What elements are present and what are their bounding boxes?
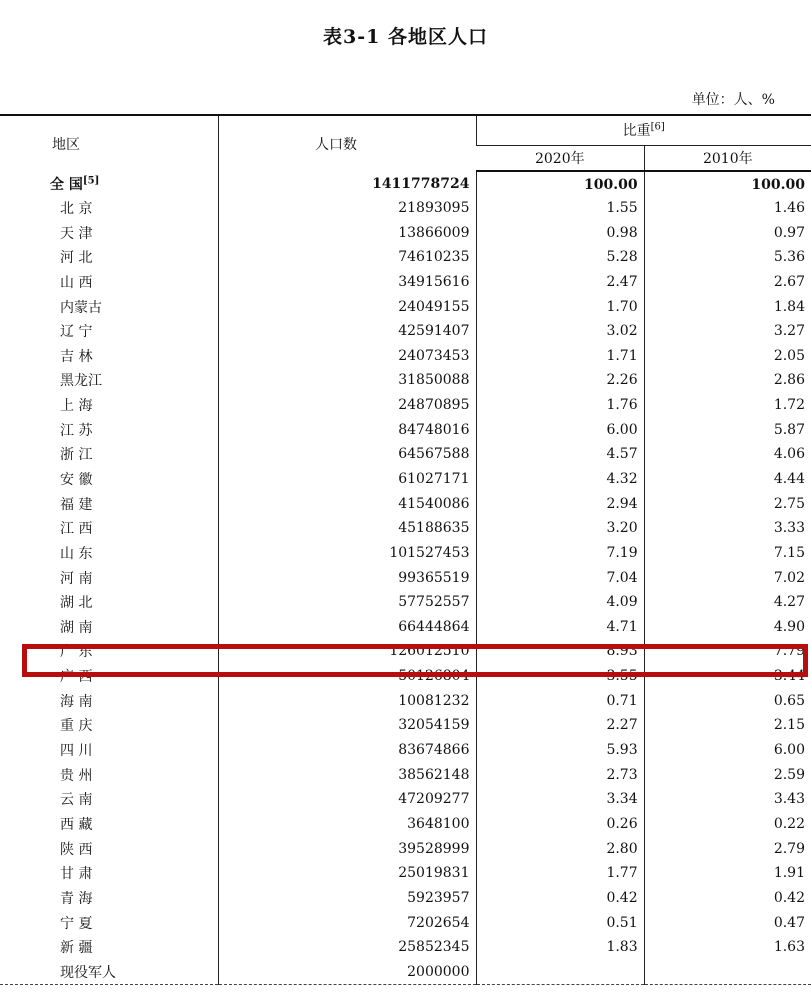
ratio-2020-cell: 1.71 (476, 343, 644, 368)
table-body (0, 171, 811, 984)
ratio-2010-cell: 1.46 (644, 196, 811, 221)
region-cell: 河 南 (60, 570, 93, 587)
header-ratio-note: [6] (650, 121, 665, 133)
ratio-2020-cell: 2.26 (476, 368, 644, 393)
ratio-2010-cell: 2.59 (644, 762, 811, 787)
table-row (0, 270, 811, 295)
table-row (0, 639, 811, 664)
ratio-2020-cell: 5.93 (476, 738, 644, 763)
table-row (0, 491, 811, 516)
ratio-2020-cell: 4.09 (476, 590, 644, 615)
ratio-2020-cell: 7.04 (476, 565, 644, 590)
region-cell: 山 西 (60, 274, 93, 291)
ratio-2010-cell: 3.33 (644, 516, 811, 541)
population-cell: 24870895 (218, 393, 476, 418)
region-cell: 江 苏 (60, 422, 93, 439)
ratio-2010-cell: 0.97 (644, 220, 811, 245)
ratio-2010-cell: 1.91 (644, 861, 811, 886)
ratio-2020-cell: 2.94 (476, 491, 644, 516)
population-cell: 61027171 (218, 467, 476, 492)
ratio-2020-cell: 4.71 (476, 615, 644, 640)
ratio-2010-cell: 2.79 (644, 836, 811, 861)
population-cell: 99365519 (218, 565, 476, 590)
ratio-2010-cell: 0.65 (644, 688, 811, 713)
ratio-2010-cell: 7.79 (644, 639, 811, 664)
population-cell: 31850088 (218, 368, 476, 393)
table-row (0, 910, 811, 935)
ratio-2010-cell: 1.72 (644, 393, 811, 418)
table-row (0, 442, 811, 467)
region-cell: 安 徽 (60, 472, 93, 488)
region-cell: 现役军人 (0, 960, 218, 985)
table-row (0, 762, 811, 787)
ratio-2010-cell: 6.00 (644, 738, 811, 763)
table-row (0, 343, 811, 368)
ratio-2020-cell: 0.71 (476, 688, 644, 713)
table-row (0, 812, 811, 837)
ratio-2020-cell: 2.47 (476, 270, 644, 295)
table-row (0, 220, 811, 245)
table-row (0, 516, 811, 541)
ratio-2010-cell: 100.00 (644, 171, 811, 196)
region-cell: 宁 夏 (60, 915, 93, 932)
population-cell: 10081232 (218, 688, 476, 713)
header-region: 地区 (0, 115, 218, 171)
region-cell: 青 海 (60, 890, 93, 907)
region-cell: 新 疆 (60, 940, 93, 957)
ratio-2010-cell: 3.43 (644, 787, 811, 812)
population-cell: 45188635 (218, 516, 476, 541)
region-cell: 广 西 (60, 669, 93, 686)
ratio-2020-cell: 1.77 (476, 861, 644, 886)
region-cell: 贵 州 (60, 767, 93, 784)
ratio-2020-cell (476, 960, 644, 985)
ratio-2010-cell: 2.67 (644, 270, 811, 295)
table-row (0, 467, 811, 492)
ratio-2020-cell: 1.83 (476, 935, 644, 960)
table-row (0, 245, 811, 270)
ratio-2020-cell: 3.34 (476, 787, 644, 812)
population-cell: 1411778724 (218, 171, 476, 196)
region-cell: 西 藏 (60, 816, 93, 833)
ratio-2020-cell: 1.55 (476, 196, 644, 221)
ratio-2010-cell: 3.27 (644, 319, 811, 344)
population-cell: 41540086 (218, 491, 476, 516)
table-row (0, 319, 811, 344)
ratio-2010-cell: 1.63 (644, 935, 811, 960)
table-row (0, 393, 811, 418)
population-cell: 24073453 (218, 343, 476, 368)
region-cell: 吉 林 (60, 348, 93, 365)
ratio-2020-cell: 6.00 (476, 417, 644, 442)
population-cell: 42591407 (218, 319, 476, 344)
ratio-2010-cell: 1.84 (644, 294, 811, 319)
ratio-2020-cell: 8.93 (476, 639, 644, 664)
ratio-2020-cell: 0.26 (476, 812, 644, 837)
unit-label: 单位：人、% (691, 92, 775, 108)
population-cell: 25852345 (218, 935, 476, 960)
region-cell: 陕 西 (60, 841, 93, 858)
population-cell: 101527453 (218, 541, 476, 566)
population-cell: 21893095 (218, 196, 476, 221)
population-table (0, 114, 811, 985)
ratio-2010-cell: 3.44 (644, 664, 811, 689)
header-population: 人口数 (218, 115, 476, 171)
region-cell: 浙 江 (60, 447, 93, 464)
table-row (0, 664, 811, 689)
ratio-2010-cell (644, 960, 811, 985)
ratio-2010-cell: 4.44 (644, 467, 811, 492)
table-row (0, 196, 811, 221)
ratio-2020-cell: 3.20 (476, 516, 644, 541)
ratio-2010-cell: 4.06 (644, 442, 811, 467)
population-cell: 38562148 (218, 762, 476, 787)
region-cell: 山 东 (60, 545, 93, 562)
population-cell: 47209277 (218, 787, 476, 812)
total-note: [5] (82, 175, 100, 187)
table-row (0, 541, 811, 566)
population-cell: 5923957 (218, 886, 476, 911)
region-cell: 海 南 (60, 693, 93, 710)
ratio-2020-cell: 3.55 (476, 664, 644, 689)
region-cell: 湖 北 (60, 595, 93, 612)
population-cell: 84748016 (218, 417, 476, 442)
population-cell: 13866009 (218, 220, 476, 245)
header-2020: 2020年 (476, 145, 644, 171)
region-cell: 上 海 (60, 398, 93, 415)
population-cell: 7202654 (218, 910, 476, 935)
ratio-2020-cell: 3.02 (476, 319, 644, 344)
population-cell: 2000000 (218, 960, 476, 985)
table-row (0, 861, 811, 886)
table-row (0, 787, 811, 812)
ratio-2020-cell: 2.80 (476, 836, 644, 861)
region-cell: 天 津 (60, 225, 93, 242)
region-cell: 甘 肃 (60, 866, 93, 883)
ratio-2020-cell: 4.32 (476, 467, 644, 492)
ratio-2020-cell: 0.42 (476, 886, 644, 911)
ratio-2010-cell: 0.47 (644, 910, 811, 935)
ratio-2010-cell: 7.02 (644, 565, 811, 590)
table-row (0, 294, 811, 319)
population-cell: 50126804 (218, 664, 476, 689)
population-cell: 32054159 (218, 713, 476, 738)
header-ratio-label: 比重 (622, 123, 651, 140)
table-row (0, 960, 811, 985)
table-row (0, 615, 811, 640)
population-cell: 39528999 (218, 836, 476, 861)
region-cell (0, 171, 218, 196)
region-cell: 内蒙古 (60, 299, 102, 316)
ratio-2010-cell: 2.86 (644, 368, 811, 393)
table-row (0, 590, 811, 615)
ratio-2010-cell: 2.05 (644, 343, 811, 368)
table-row-total (0, 171, 811, 196)
ratio-2020-cell: 2.73 (476, 762, 644, 787)
population-cell: 25019831 (218, 861, 476, 886)
ratio-2020-cell: 0.51 (476, 910, 644, 935)
region-cell: 河 北 (60, 250, 93, 267)
region-cell: 江 西 (60, 521, 93, 538)
table-row (0, 565, 811, 590)
region-cell: 福 建 (60, 496, 93, 513)
ratio-2010-cell: 0.22 (644, 812, 811, 837)
table-row (0, 935, 811, 960)
header-ratio (476, 115, 811, 145)
table-row (0, 738, 811, 763)
population-cell: 24049155 (218, 294, 476, 319)
region-cell: 重 庆 (60, 718, 93, 735)
ratio-2020-cell: 0.98 (476, 220, 644, 245)
ratio-2020-cell: 5.28 (476, 245, 644, 270)
table-title: 表3-1 各地区人口 (323, 26, 488, 48)
population-cell: 3648100 (218, 812, 476, 837)
table-row (0, 417, 811, 442)
ratio-2010-cell: 7.15 (644, 541, 811, 566)
region-cell: 黑龙江 (60, 373, 102, 390)
population-cell: 126012510 (218, 639, 476, 664)
population-cell: 74610235 (218, 245, 476, 270)
table-row (0, 836, 811, 861)
table-row (0, 713, 811, 738)
ratio-2010-cell: 4.90 (644, 615, 811, 640)
table-row (0, 368, 811, 393)
population-cell: 83674866 (218, 738, 476, 763)
ratio-2010-cell: 5.87 (644, 417, 811, 442)
region-cell: 北 京 (60, 200, 93, 217)
ratio-2020-cell: 7.19 (476, 541, 644, 566)
region-cell: 湖 南 (60, 619, 93, 636)
ratio-2020-cell: 1.70 (476, 294, 644, 319)
population-cell: 66444864 (218, 615, 476, 640)
table-row (0, 688, 811, 713)
population-cell: 64567588 (218, 442, 476, 467)
ratio-2010-cell: 4.27 (644, 590, 811, 615)
table-row (0, 886, 811, 911)
ratio-2020-cell: 4.57 (476, 442, 644, 467)
region-cell: 四 川 (60, 743, 93, 760)
ratio-2010-cell: 2.75 (644, 491, 811, 516)
population-cell: 57752557 (218, 590, 476, 615)
ratio-2020-cell: 100.00 (476, 171, 644, 196)
ratio-2020-cell: 1.76 (476, 393, 644, 418)
header-2010: 2010年 (644, 145, 811, 171)
region-name: 全 国 (50, 177, 83, 194)
ratio-2010-cell: 0.42 (644, 886, 811, 911)
population-cell: 34915616 (218, 270, 476, 295)
region-cell: 云 南 (60, 792, 93, 809)
ratio-2020-cell: 2.27 (476, 713, 644, 738)
region-cell: 广 东 (60, 644, 93, 661)
region-cell: 辽 宁 (60, 324, 93, 341)
ratio-2010-cell: 5.36 (644, 245, 811, 270)
ratio-2010-cell: 2.15 (644, 713, 811, 738)
